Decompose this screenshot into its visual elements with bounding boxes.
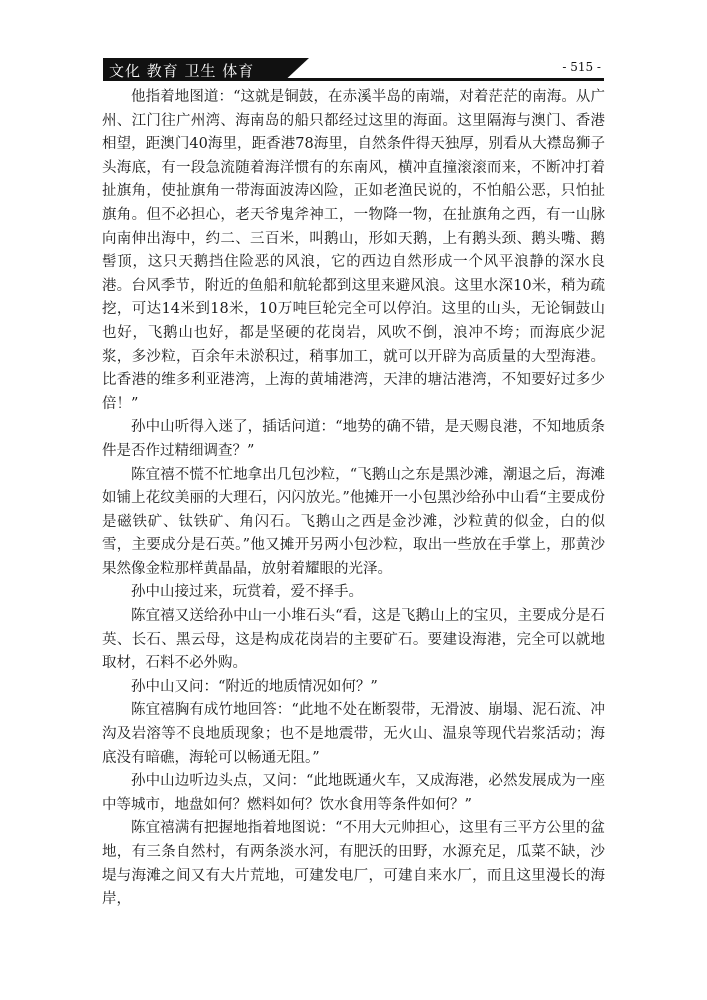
paragraph: 孙中山又问：“附近的地质情况如何？”	[131, 678, 378, 695]
paragraph: 孙中山边听边头点，又问：“此地既通火车，又成海港，必然发展成为一座中等城市，地盘如何？燃料如何？饮水食用等条件如何？”	[102, 773, 605, 813]
paragraph: 孙中山听得入迷了，插话问道：“地势的确不错，是天赐良港，不知地质条件是否作过精细调查？”	[102, 419, 605, 459]
page-number: - 515 -	[562, 60, 601, 74]
paragraph: 陈宜禧又送给孙中山一小堆石头“看，这是飞鹅山上的宝贝，主要成分是石英、长石、黑云母，这是构成花岗岩的主要矿石。要建设海港，完全可以就地取材，石料不必外购。	[102, 608, 605, 672]
paragraph: 陈宜禧胸有成竹地回答：“此地不处在断裂带，无滑波、崩塌、泥石流、冲沟及岩溶等不良地质现象；也不是地震带，无火山、温泉等现代岩浆活动；海底没有暗礁，海轮可以畅通无阻。”	[102, 702, 605, 766]
section-title: 文化 教育 卫生 体育	[109, 62, 255, 80]
paragraph: 孙中山接过来，玩赏着，爱不择手。	[131, 584, 363, 601]
paragraph: 陈宜禧不慌不忙地拿出几包沙粒，“飞鹅山之东是黑沙滩，潮退之后，海滩如铺上花纹美丽的大理石，闪闪放光。”他摊开一小包黑沙给孙中山看“主要成份是磁铁矿、钛铁矿、角闪石。飞鹅山之西是金沙滩，沙粒黄的似金，白的似雪，主要成分是石英。”他又摊开另两小包沙粒，取出一些放在手掌上，那黄沙果然像金粒那样黄晶晶，放射着耀眼的光泽。	[102, 466, 605, 577]
paragraph: 他指着地图道：“这就是铜鼓，在赤溪半岛的南端，对着茫茫的南海。从广州、江门往广州湾、海南岛的船只都经过这里的海面。这里隔海与澳门、香港相望，距澳门40海里，距香港78海里，自然条件得天独厚，别看从大襟岛狮子头海底，有一段急流随着海洋惯有的东南风，横冲直撞滚滚而来，不断冲打着扯旗角，使扯旗角一带海面波涛凶险，正如老渔民说的，不怕船公恶，只怕扯旗角。但不必担心，老天爷鬼斧神工，一物降一物，在扯旗角之西，有一山脉向南伸出海中，约二、三百米，叫鹅山，形如天鹅，上有鹅头颈、鹅头嘴、鹅髻顶，这只天鹅挡住险恶的风浪，它的西边自然形成一个风平浪静的深水良港。台风季节，附近的鱼船和航轮都到这里来避风浪。这里水深10米，稍为疏挖，可达14米到18米，10万吨巨轮完全可以停泊。这里的山头，无论铜鼓山也好，飞鹅山也好，都是坚硬的花岗岩，风吹不倒，浪冲不垮；而海底少泥浆，多沙粒，百余年未淤积过，稍事加工，就可以开辟为高质量的大型海港。比香港的维多利亚港湾，上海的黄埔港湾，天津的塘沽港湾，不知要好过多少倍！”	[102, 89, 605, 412]
paragraph: 陈宜禧满有把握地指着地图说：“不用大元帅担心，这里有三平方公里的盆地，有三条自然村，有两条淡水河，有肥沃的田野，水源充足，瓜菜不缺，沙堤与海滩之间又有大片荒地，可建发电厂，可建自来水厂，而且这里漫长的海岸，	[102, 820, 605, 908]
body-text	[102, 86, 605, 912]
